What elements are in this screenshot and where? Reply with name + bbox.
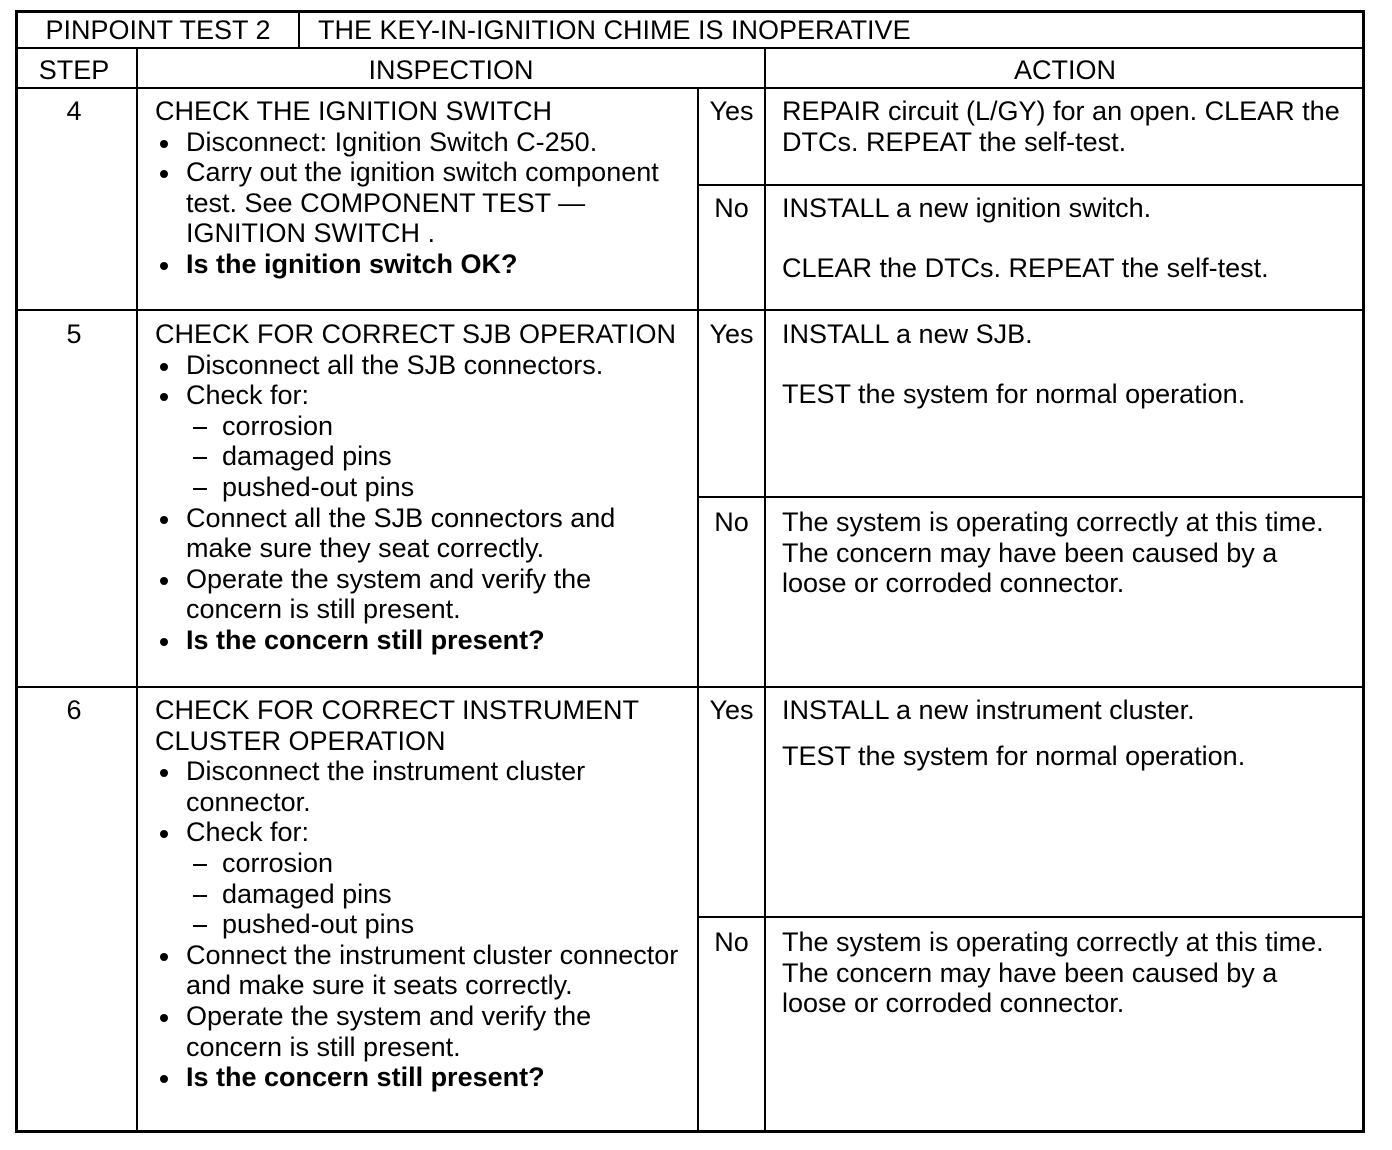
action-paragraph: [782, 96, 1340, 157]
bullet-marker: [160, 1014, 168, 1022]
yes-label: Yes: [709, 319, 754, 349]
action-paragraph: [782, 193, 1269, 224]
answer-column-divider: [697, 87, 699, 1133]
check-item: [186, 441, 676, 472]
table-border-left: [15, 10, 18, 1133]
bullet-text: test. See COMPONENT TEST —: [186, 187, 586, 218]
check-item-text: pushed-out pins: [222, 909, 415, 940]
action-column-divider: [764, 47, 766, 1133]
action-paragraph: [782, 253, 1269, 284]
action-text: The concern may have been caused by a: [782, 957, 1278, 988]
table-border-bottom: [15, 1130, 1365, 1133]
bullet-text: Disconnect: Ignition Switch C-250.: [186, 126, 598, 157]
check-item: [186, 411, 676, 442]
yes-action: [782, 319, 1245, 410]
bullet-marker: [160, 769, 168, 777]
step-5-row-divider: [15, 686, 1365, 688]
inspection-heading: CHECK THE IGNITION SWITCH: [155, 96, 553, 126]
dash-marker: [193, 457, 207, 459]
no-label: No: [714, 507, 749, 537]
bullet-text: Operate the system and verify the: [186, 1000, 592, 1031]
action-text: The system is operating correctly at this time.: [782, 927, 1324, 957]
bullet-text: concern is still present.: [186, 1031, 461, 1062]
check-item-text: corrosion: [222, 410, 334, 441]
check-item: [186, 472, 676, 503]
step-column-header: STEP: [38, 55, 110, 85]
inspection-heading: CHECK FOR CORRECT SJB OPERATION: [155, 319, 677, 349]
action-text: The concern may have been caused by a: [782, 537, 1278, 568]
bullet-text: connector.: [186, 786, 311, 817]
check-item-text: pushed-out pins: [222, 471, 415, 502]
check-item: [186, 909, 678, 940]
action-text: The system is operating correctly at this time.: [782, 507, 1324, 537]
yes-label: Yes: [709, 695, 754, 725]
action-paragraph: [782, 695, 1245, 726]
bullet-marker: [160, 577, 168, 585]
action-text: INSTALL a new ignition switch.: [782, 193, 1152, 223]
step-5-yes-no-divider: [697, 496, 1365, 498]
inspection-bullet: [155, 380, 676, 502]
inspection-heading: CLUSTER OPERATION: [155, 725, 446, 756]
test-name: THE KEY-IN-IGNITION CHIME IS INOPERATIVE: [318, 15, 911, 45]
table-border-right: [1362, 10, 1365, 1133]
question-text: Is the ignition switch OK?: [186, 248, 518, 279]
bullet-marker: [160, 363, 168, 371]
step-6-yes-no-divider: [697, 916, 1365, 918]
bullet-text: make sure they seat correctly.: [186, 533, 545, 564]
action-paragraph: [782, 319, 1245, 350]
inspection-heading: CHECK FOR CORRECT INSTRUMENT: [155, 695, 640, 725]
no-label: No: [714, 927, 749, 957]
question-text: Is the concern still present?: [186, 624, 545, 655]
bullet-text: IGNITION SWITCH .: [186, 218, 435, 249]
test-id: PINPOINT TEST 2: [45, 15, 271, 45]
bullet-text: concern is still present.: [186, 594, 461, 625]
inspection-bullet: [155, 350, 676, 381]
bullet-text: Operate the system and verify the: [186, 563, 592, 594]
bullet-text: and make sure it seats correctly.: [186, 970, 573, 1001]
check-item-text: damaged pins: [222, 441, 392, 472]
inspection-column-header: INSPECTION: [368, 55, 534, 85]
bullet-text: Connect the instrument cluster connector: [186, 939, 679, 970]
inspection-cell: [155, 96, 659, 280]
dash-marker: [193, 427, 207, 429]
inspection-cell: [155, 695, 678, 1093]
bullet-text: Disconnect all the SJB connectors.: [186, 349, 604, 380]
step-4-row-divider: [15, 309, 1365, 311]
action-paragraph: [782, 379, 1245, 410]
bullet-marker: [160, 1075, 168, 1083]
bullet-text: Check for:: [186, 380, 310, 411]
bullet-marker: [160, 262, 168, 270]
step-number: 4: [66, 96, 82, 126]
bullet-text: Carry out the ignition switch component: [186, 157, 659, 188]
step-number: 6: [66, 695, 82, 725]
question-text: Is the concern still present?: [186, 1062, 545, 1093]
check-item-text: damaged pins: [222, 878, 392, 909]
step-column-divider: [136, 47, 138, 1133]
action-column-header: ACTION: [1013, 55, 1116, 85]
step-number: 5: [66, 319, 82, 349]
yes-label: Yes: [709, 96, 754, 126]
action-paragraph: [782, 741, 1245, 772]
inspection-bullet: [155, 817, 678, 939]
inspection-question: [155, 625, 676, 656]
inspection-bullet: [155, 1001, 678, 1062]
inspection-question: [155, 1062, 678, 1093]
no-label: No: [714, 193, 749, 223]
bullet-marker: [160, 140, 168, 148]
action-text: INSTALL a new instrument cluster.: [782, 695, 1195, 725]
header-row-divider: [15, 87, 1365, 89]
bullet-marker: [160, 830, 168, 838]
bullet-marker: [160, 393, 168, 401]
bullet-marker: [160, 170, 168, 178]
bullet-text: Connect all the SJB connectors and: [186, 502, 616, 533]
bullet-marker: [160, 516, 168, 524]
dash-marker: [193, 488, 207, 490]
no-action: [782, 193, 1269, 284]
action-text: TEST the system for normal operation.: [782, 378, 1246, 409]
dash-marker: [193, 925, 207, 927]
table-border-top: [15, 10, 1365, 13]
inspection-bullet: [155, 157, 659, 249]
dash-marker: [193, 895, 207, 897]
action-paragraph: [782, 507, 1324, 599]
action-text: DTCs. REPEAT the self-test.: [782, 126, 1127, 157]
check-item: [186, 879, 678, 910]
bullet-text: Check for:: [186, 817, 310, 848]
action-text: CLEAR the DTCs. REPEAT the self-test.: [782, 252, 1269, 283]
title-row-divider: [15, 47, 1365, 49]
yes-action: [782, 96, 1340, 157]
bullet-marker: [160, 953, 168, 961]
inspection-bullet: [155, 564, 676, 625]
inspection-question: [155, 249, 659, 280]
check-item: [186, 848, 678, 879]
check-item-text: corrosion: [222, 847, 334, 878]
inspection-cell: [155, 319, 676, 656]
title-cell-divider: [298, 10, 300, 49]
action-text: REPAIR circuit (L/GY) for an open. CLEAR the: [782, 96, 1340, 126]
dash-marker: [193, 864, 207, 866]
action-text: TEST the system for normal operation.: [782, 740, 1246, 771]
action-text: loose or corroded connector.: [782, 988, 1125, 1019]
inspection-bullet: [155, 756, 678, 817]
step-4-yes-no-divider: [697, 184, 1365, 186]
bullet-text: Disconnect the instrument cluster: [186, 756, 586, 787]
action-text: loose or corroded connector.: [782, 568, 1125, 599]
no-action: [782, 927, 1324, 1019]
inspection-bullet: [155, 127, 659, 158]
inspection-bullet: [155, 940, 678, 1001]
action-paragraph: [782, 927, 1324, 1019]
inspection-bullet: [155, 503, 676, 564]
bullet-marker: [160, 638, 168, 646]
action-text: INSTALL a new SJB.: [782, 319, 1033, 349]
no-action: [782, 507, 1324, 599]
yes-action: [782, 695, 1245, 772]
